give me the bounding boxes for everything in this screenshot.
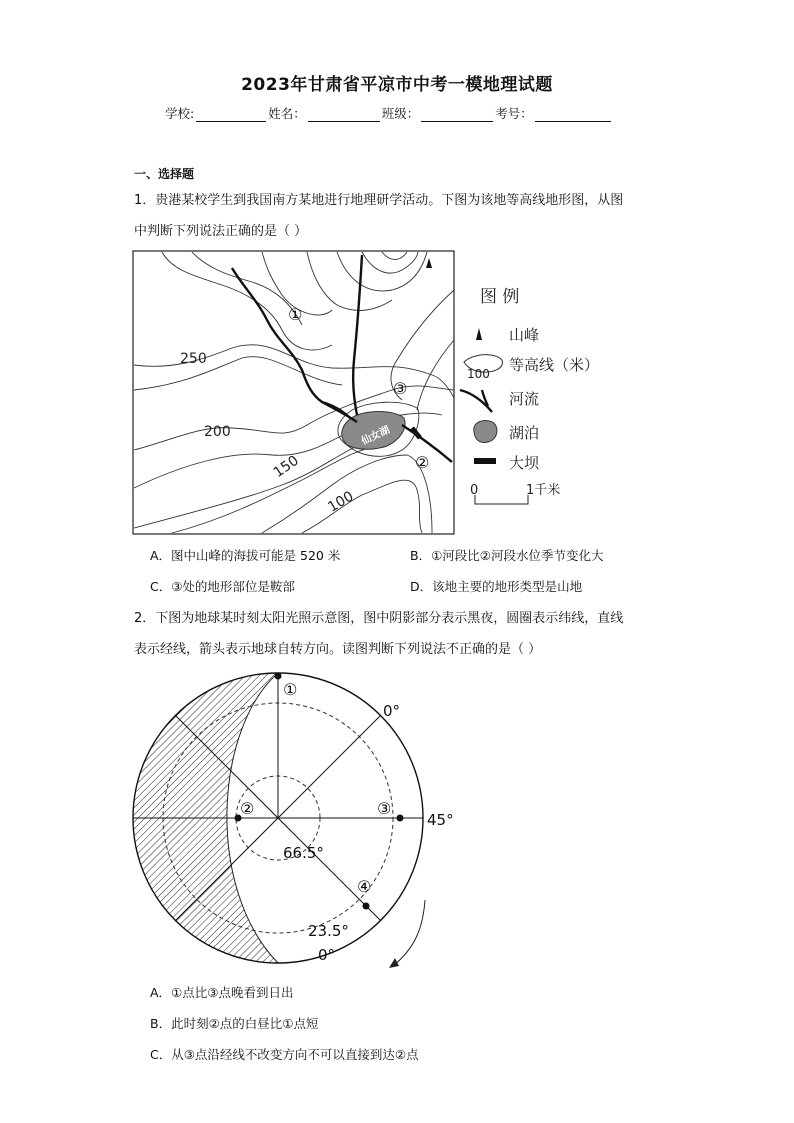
map-legend: [460, 287, 599, 504]
name-label: 姓名：: [268, 106, 306, 121]
legend-scale-bar: [475, 495, 528, 504]
class-field[interactable]: [421, 108, 493, 122]
point-3-dot: [397, 815, 404, 822]
section-title: 一、选择题: [134, 167, 195, 181]
contour-label-250: 250: [180, 351, 207, 367]
legend-peak-label: 山峰: [509, 326, 540, 344]
q1-option-d[interactable]: D．该地主要的地形类型是山地: [410, 579, 583, 594]
legend-river-icon: [460, 390, 492, 412]
point-2-label: ②: [240, 799, 255, 818]
legend-title: 图 例: [480, 287, 520, 307]
legend-peak-icon: [476, 328, 482, 340]
q1-contour-map: [132, 250, 600, 540]
point-1-dot: [275, 673, 282, 680]
q1-option-c[interactable]: C．③处的地形部位是鞍部: [150, 579, 295, 594]
label-0-top: 0°: [383, 702, 401, 720]
contour-label-150: 150: [270, 452, 302, 482]
q1-option-b[interactable]: B．①河段比②河段水位季节变化大: [410, 548, 604, 563]
q1-option-a[interactable]: A．图中山峰的海拔可能是 520 米: [150, 548, 341, 563]
point-4-label: ④: [357, 877, 372, 896]
q2-option-c[interactable]: C．从③点沿经线不改变方向不可以直接到达②点: [150, 1047, 419, 1062]
school-field[interactable]: [196, 108, 266, 122]
legend-lake-label: 湖泊: [509, 424, 540, 442]
label-0-bottom: 0°: [318, 946, 336, 964]
contour-label-200: 200: [204, 424, 231, 440]
page-title: 2023年甘肃省平凉市中考一模地理试题: [241, 75, 553, 95]
school-label: 学校:: [165, 106, 195, 121]
q1-stem-line1: 1．贵港某校学生到我国南方某地进行地理研学活动。下图为该地等高线地形图，从图: [134, 193, 624, 208]
rotation-arrow: [393, 900, 425, 966]
q2-option-b[interactable]: B．此时刻②点的白昼比①点短: [150, 1016, 319, 1031]
q2-option-a[interactable]: A．①点比③点晚看到日出: [150, 985, 294, 1000]
name-field[interactable]: [308, 108, 380, 122]
q1-stem-line2: 中判断下列说法正确的是（ ）: [134, 224, 308, 239]
q2-stem-line2: 表示经线，箭头表示地球自转方向。读图判断下列说法不正确的是（ ）: [134, 642, 542, 657]
marker-2: ②: [415, 453, 430, 472]
point-3-label: ③: [377, 799, 392, 818]
lake-label: 仙女湖: [359, 424, 392, 448]
marker-3: ③: [393, 379, 408, 398]
peak-icon: [426, 258, 432, 268]
rotation-arrow-head: [389, 958, 399, 968]
legend-dam-icon: [474, 458, 496, 464]
legend-scale-end: 1千米: [526, 483, 561, 498]
q2-illumination-diagram: [125, 668, 465, 970]
legend-dam-label: 大坝: [509, 454, 540, 472]
exam-no-label: 考号：: [495, 106, 533, 121]
legend-scale-start: 0: [470, 483, 479, 498]
label-45: 45°: [427, 811, 454, 829]
class-label: 班级：: [381, 106, 420, 121]
label-23: 23.5°: [308, 922, 349, 940]
q2-stem: [134, 603, 674, 665]
q1-stem: [134, 185, 674, 247]
marker-1: ①: [288, 305, 303, 324]
student-info-row: [165, 104, 613, 122]
legend-river-label: 河流: [509, 390, 540, 408]
point-1-label: ①: [283, 680, 298, 699]
contour-label-100: 100: [325, 488, 357, 516]
legend-contour-sample: 100: [467, 367, 490, 381]
q2-stem-line1: 2．下图为地球某时刻太阳光照示意图，图中阴影部分表示黑夜，圆圈表示纬线，直线: [134, 611, 624, 626]
exam-no-field[interactable]: [535, 108, 611, 122]
legend-contour-label: 等高线（米）: [509, 356, 600, 374]
legend-lake-icon: [474, 420, 497, 442]
label-66: 66.5°: [283, 844, 324, 862]
point-4-dot: [363, 903, 370, 910]
